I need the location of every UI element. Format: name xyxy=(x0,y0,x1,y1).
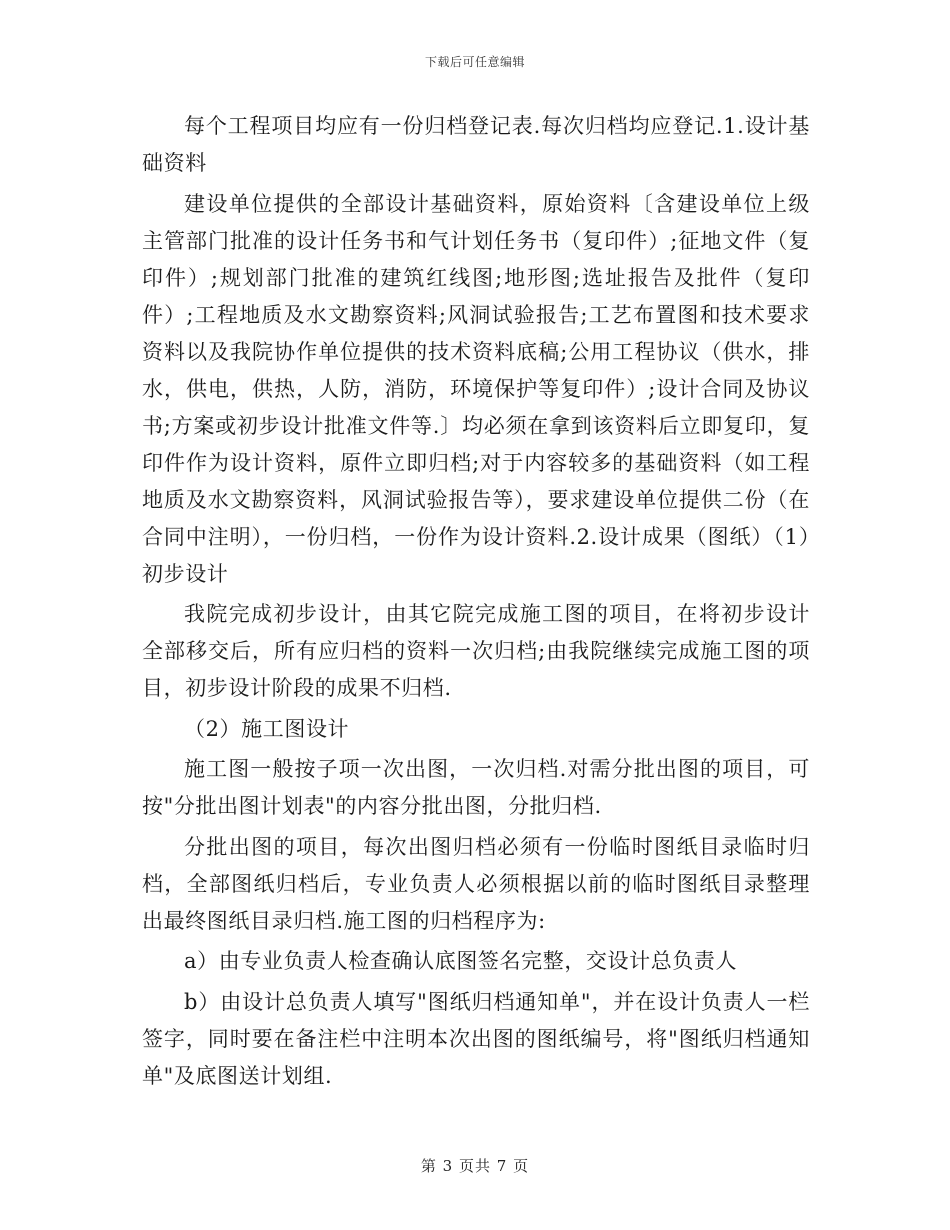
paragraph-preliminary-design: 我院完成初步设计，由其它院完成施工图的项目，在将初步设计全部移交后，所有应归档的资料一次归档;由我院继续完成施工图的项目，初步设计阶段的成果不归档. xyxy=(142,602,810,700)
paragraph-construction-heading: （2）施工图设计 xyxy=(184,716,350,741)
paragraph-step-a: a）由专业负责人检查确认底图签名完整，交设计总负责人 xyxy=(184,949,738,973)
paragraph-construction-drawing: 施工图一般按子项一次出图，一次归档.对需分批出图的项目，可按"分批出图计划表"的内容分批出图，分批归档. xyxy=(142,757,810,818)
document-body xyxy=(142,108,810,1095)
paragraph-archive-register: 每个工程项目均应有一份归档登记表.每次归档均应登记.1.设计基础资料 xyxy=(142,114,810,175)
paragraph-basic-materials: 建设单位提供的全部设计基础资料，原始资料〔含建设单位上级主管部门批准的设计任务书和气计划任务书（复印件）;征地文件（复印件）;规划部门批准的建筑红线图;地形图;选址报告及批件（复印件）;工程地质及水文勘察资料;风洞试验报告;工艺布置图和技术要求资料以及我院协作单位提供的技术资料底稿;公用工程协议（供水，排水，供电，供热，人防，消防，环境保护等复印件）;设计合同及协议书;方案或初步设计批准文件等.〕均必须在拿到该资料后立即复印，复印件作为设计资料，原件立即归档;对于内容较多的基础资料（如工程地质及水文勘察资料，风洞试验报告等），要求建设单位提供二份（在合同中注明），一份归档，一份作为设计资料.2.设计成果（图纸）（1）初步设计 xyxy=(142,191,810,586)
page-footer: 第 3 页共 7 页 xyxy=(420,1157,530,1175)
page-header: 下载后可任意编辑 xyxy=(424,55,525,69)
paragraph-batch-drawing: 分批出图的项目，每次出图归档必须有一份临时图纸目录临时归档，全部图纸归档后，专业负责人必须根据以前的临时图纸目录整理出最终图纸目录归档.施工图的归档程序为: xyxy=(142,834,810,933)
paragraph-step-b: b）由设计总负责人填写"图纸归档通知单"，并在设计负责人一栏签字，同时要在备注栏中注明本次出图的图纸编号，将"图纸归档通知单"及底图送计划组. xyxy=(142,989,810,1088)
